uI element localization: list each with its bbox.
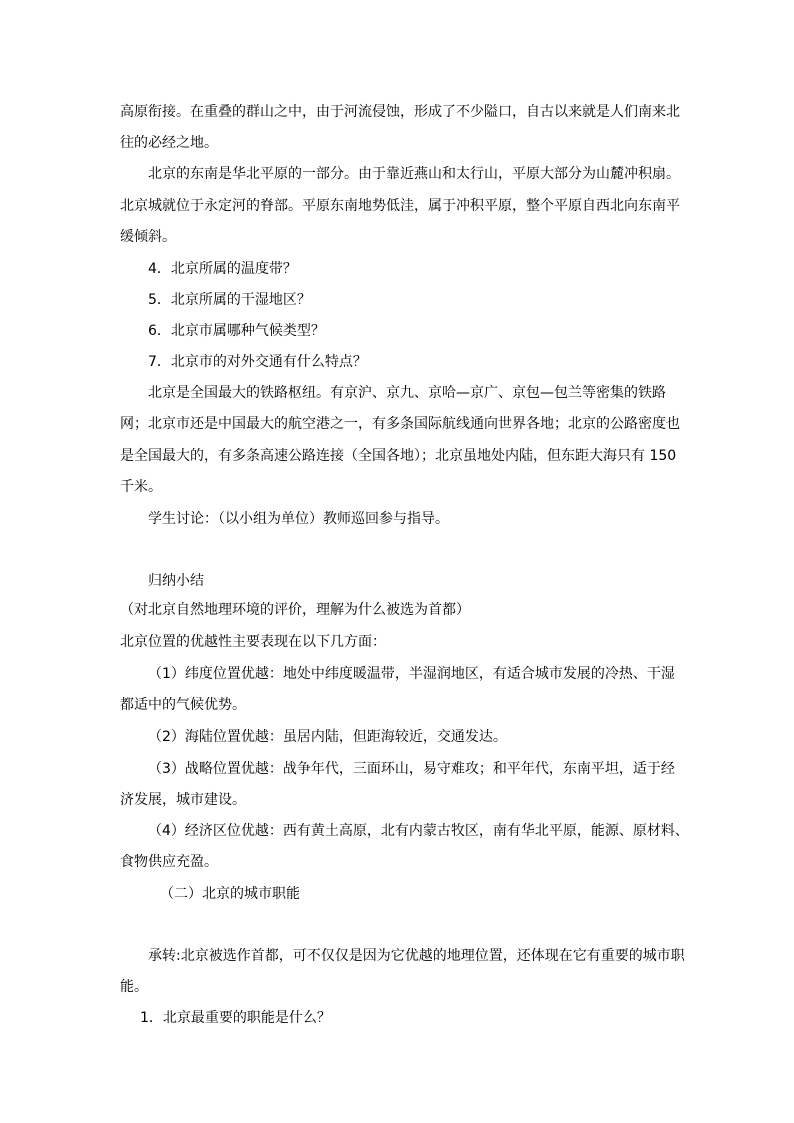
- paragraph-line: 北京位置的优越性主要表现在以下几方面：: [120, 634, 386, 650]
- paragraph-line: 北京的东南是华北平原的一部分。由于靠近燕山和太行山，平原大部分为山麓冲积扇。: [148, 166, 680, 182]
- paragraph-line: 往的必经之地。: [120, 135, 218, 151]
- list-item-line: （3）战略位置优越：战争年代，三面环山，易守难攻；和平年代，东南平坦，适于经: [148, 761, 675, 777]
- paragraph-line: 能。: [120, 979, 148, 995]
- paragraph-line: 承转:北京被选作首都，可不仅仅是因为它优越的地理位置，还体现在它有重要的城市职: [148, 948, 685, 964]
- question-line: 5．北京所属的干湿地区？: [148, 292, 311, 308]
- paragraph-line: 高原衔接。在重叠的群山之中，由于河流侵蚀，形成了不少隘口，自古以来就是人们南来北: [120, 104, 680, 120]
- section-heading: 归纳小结: [148, 573, 204, 589]
- section-heading: （二）北京的城市职能: [160, 886, 300, 902]
- paragraph-line: 学生讨论：（以小组为单位）教师巡回参与指导。: [148, 511, 449, 527]
- question-line: 7．北京市的对外交通有什么特点？: [148, 354, 367, 370]
- paragraph-line: 北京城就位于永定河的脊部。平原东南地势低洼，属于冲积平原，整个平原自西北向东南平: [120, 198, 680, 214]
- question-line: 4．北京所属的温度带？: [148, 261, 297, 277]
- paragraph-line: 千米。: [120, 479, 162, 495]
- list-item-line: 济发展，城市建设。: [120, 792, 246, 808]
- question-line: 6．北京市属哪种气候类型？: [148, 323, 325, 339]
- list-item-line: （1）纬度位置优越：地处中纬度暖温带，半湿润地区，有适合城市发展的冷热、干湿: [148, 666, 675, 682]
- list-item-line: （4）经济区位优越：西有黄土高原，北有内蒙古牧区，南有华北平原，能源、原材料、: [148, 823, 689, 839]
- paragraph-line: 缓倾斜。: [120, 229, 176, 245]
- list-item-line: 都适中的气候优势。: [120, 697, 246, 713]
- paragraph-line: 是全国最大的，有多条高速公路连接（全国各地）；北京虽地处内陆，但东距大海只有 150: [120, 448, 677, 464]
- paragraph-line: （对北京自然地理环境的评价，理解为什么被选为首都）: [120, 602, 470, 618]
- paragraph-line: 北京是全国最大的铁路枢纽。有京沪、京九、京哈—京广、京包—包兰等密集的铁路: [148, 385, 666, 401]
- question-line: 1．北京最重要的职能是什么？: [140, 1010, 331, 1026]
- paragraph-line: 网；北京市还是中国最大的航空港之一，有多条国际航线通向世界各地；北京的公路密度也: [120, 416, 680, 432]
- list-item-line: 食物供应充盈。: [120, 854, 218, 870]
- list-item-line: （2）海陆位置优越：虽居内陆，但距海较近，交通发达。: [148, 729, 507, 745]
